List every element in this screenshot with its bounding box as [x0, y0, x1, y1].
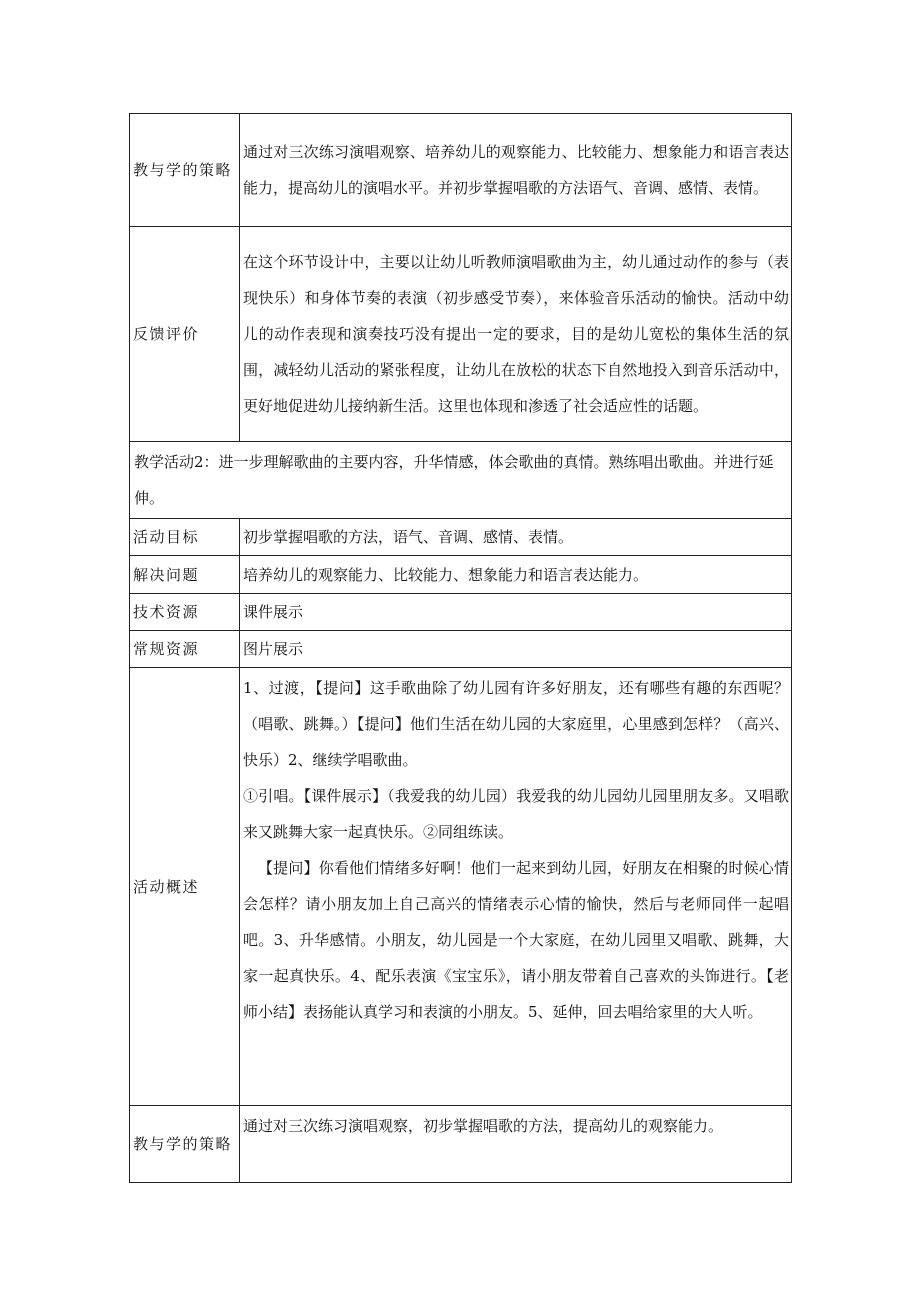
- overview-paragraph-2: ①引唱。【课件展示】（我爱我的幼儿园）我爱我的幼儿园幼儿园里朋友多。又唱歌来又跳舞大家一起真快乐。②同组练读。: [243, 787, 789, 841]
- table-row-strategy-1: [130, 114, 792, 227]
- overview-label: 活动概述: [130, 668, 240, 1106]
- strategy-2-content: 通过对三次练习演唱观察，初步掌握唱歌的方法，提高幼儿的观察能力。: [240, 1106, 792, 1183]
- table-row-tech: [130, 594, 792, 631]
- goal-label: 活动目标: [130, 519, 240, 556]
- table-row-strategy-2: [130, 1106, 792, 1183]
- table-row-goal: [130, 519, 792, 556]
- table-row-activity-2: [130, 442, 792, 519]
- tech-label: 技术资源: [130, 594, 240, 631]
- regular-label: 常规资源: [130, 631, 240, 668]
- tech-content: 课件展示: [240, 594, 792, 631]
- overview-content: [240, 668, 792, 1106]
- strategy-content: 通过对三次练习演唱观察、培养幼儿的观察能力、比较能力、想象能力和语言表达能力，提高幼儿的演唱水平。并初步掌握唱歌的方法语气、音调、感情、表情。: [240, 114, 792, 227]
- activity-2-heading: 教学活动2：进一步理解歌曲的主要内容，升华情感，体会歌曲的真情。熟练唱出歌曲。并进行延伸。: [130, 442, 792, 519]
- overview-paragraph-3: 【提问】你看他们情绪多好啊！他们一起来到幼儿园，好朋友在相聚的时候心情会怎样？请小朋友加上自己高兴的情绪表示心情的愉快，然后与老师同伴一起唱吧。3、升华感情。小朋友，幼儿园是一个大家庭，在幼儿园里又唱歌、跳舞，大家一起真快乐。4、配乐表演《宝宝乐》，请小朋友带着自己喜欢的头饰进行。【老师小结】表扬能认真学习和表演的小朋友。5、延伸，回去唱给家里的大人听。: [243, 859, 789, 1021]
- table-row-feedback: [130, 227, 792, 442]
- feedback-content: 在这个环节设计中，主要以让幼儿听教师演唱歌曲为主，幼儿通过动作的参与（表现快乐）和身体节奏的表演（初步感受节奏），来体验音乐活动的愉快。活动中幼儿的动作表现和演奏技巧没有提出一定的要求，目的是幼儿宽松的集体生活的氛围，减轻幼儿活动的紧张程度，让幼儿在放松的状态下自然地投入到音乐活动中，更好地促进幼儿接纳新生活。这里也体现和渗透了社会适应性的话题。: [240, 227, 792, 442]
- table-row-regular: [130, 631, 792, 668]
- overview-paragraph-1: 1、过渡，【提问】这手歌曲除了幼儿园有许多好朋友，还有哪些有趣的东西呢？（唱歌、跳舞。）【提问】他们生活在幼儿园的大家庭里，心里感到怎样？（高兴、快乐）2、继续学唱歌曲。: [243, 679, 789, 769]
- goal-content: 初步掌握唱歌的方法，语气、音调、感情、表情。: [240, 519, 792, 556]
- strategy-label: 教与学的策略: [130, 114, 240, 227]
- strategy-2-label: 教与学的策略: [130, 1106, 240, 1183]
- feedback-label: 反馈评价: [130, 227, 240, 442]
- lesson-plan-table: [129, 113, 792, 1183]
- table-row-problem: [130, 556, 792, 594]
- table-row-overview: [130, 668, 792, 1106]
- problem-label: 解决问题: [130, 556, 240, 594]
- regular-content: 图片展示: [240, 631, 792, 668]
- problem-content: 培养幼儿的观察能力、比较能力、想象能力和语言表达能力。: [240, 556, 792, 594]
